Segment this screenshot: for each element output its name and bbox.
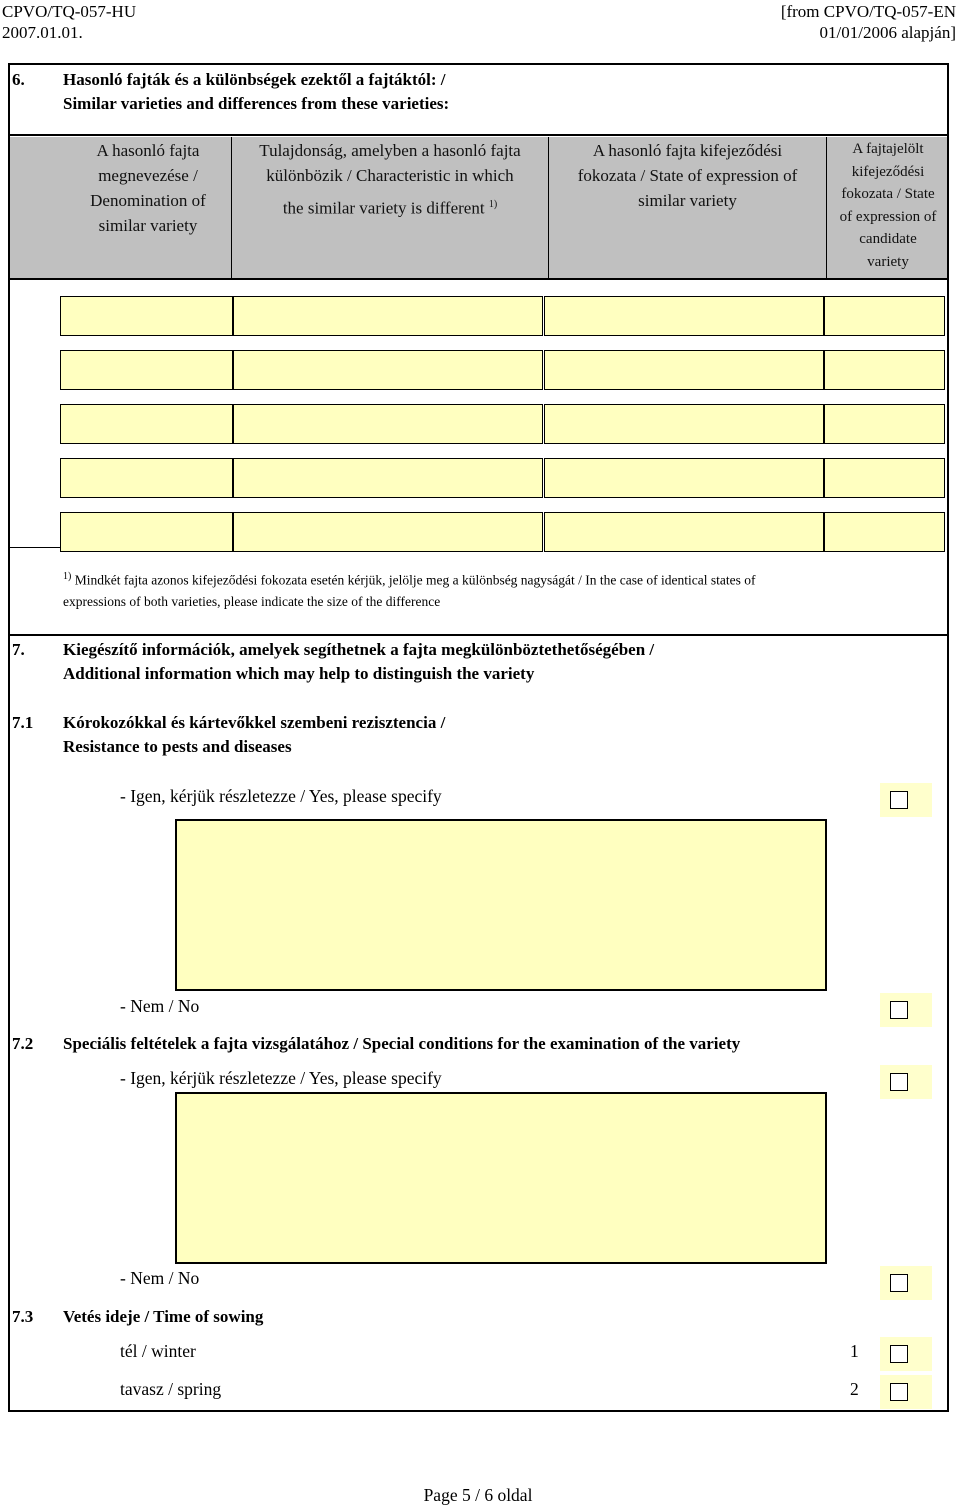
table-cell-row3-col2[interactable]	[233, 404, 543, 444]
table-cell-row1-col1[interactable]	[60, 296, 233, 336]
section7-number: 7.	[12, 640, 25, 659]
table-cell-row2-col1[interactable]	[60, 350, 233, 390]
resistance-yes-label: - Igen, kérjük részletezze / Yes, please specify	[120, 786, 442, 806]
section71-title-1: Kórokozókkal és kártevőkkel szembeni rezisztencia /	[63, 713, 446, 732]
special-conditions-no-checkbox-area	[880, 1266, 932, 1300]
section71-number: 7.1	[12, 713, 34, 732]
table-cell-row3-col3[interactable]	[544, 404, 824, 444]
sowing-winter-checkbox[interactable]	[890, 1345, 908, 1363]
section6-title-1: Hasonló fajták és a különbségek ezektől a fajtáktól: /	[63, 70, 446, 89]
form-date-right: 01/01/2006 alapján]	[819, 23, 956, 42]
table-cell-row1-col3[interactable]	[544, 296, 824, 336]
divider	[8, 634, 949, 636]
section7-title-2: Additional information which may help to distinguish the variety	[63, 664, 535, 683]
section73-title: Vetés ideje / Time of sowing	[63, 1307, 264, 1326]
divider	[8, 134, 949, 136]
resistance-no-checkbox-area	[880, 993, 932, 1027]
form-date-left: 2007.01.01.	[2, 23, 83, 42]
table-cell-row5-col2[interactable]	[233, 512, 543, 552]
table-cell-row2-col3[interactable]	[544, 350, 824, 390]
section6-title-2: Similar varieties and differences from these varieties:	[63, 94, 450, 113]
column-header-state-candidate: A fajtajelölt kifejeződési fokozata / State of expression of candidate variety	[839, 141, 937, 270]
special-conditions-no-checkbox[interactable]	[890, 1274, 908, 1292]
table-cell-row5-col4[interactable]	[824, 512, 945, 552]
sowing-winter-label: tél / winter	[120, 1341, 196, 1361]
sowing-spring-checkbox-area	[880, 1375, 932, 1409]
special-conditions-yes-checkbox[interactable]	[890, 1073, 908, 1091]
column-header-characteristic: Tulajdonság, amelyben a hasonló fajta különbözik / Characteristic in which the similar variety is different $^{1)}$	[259, 141, 521, 218]
sowing-spring-label: tavasz / spring	[120, 1379, 222, 1399]
table-cell-row4-col4[interactable]	[824, 458, 945, 498]
table-cell-row3-col1[interactable]	[60, 404, 233, 444]
resistance-yes-checkbox[interactable]	[890, 791, 908, 809]
table-cell-row2-col4[interactable]	[824, 350, 945, 390]
sowing-spring-checkbox[interactable]	[890, 1383, 908, 1401]
section73-number: 7.3	[12, 1307, 34, 1326]
form-code-left: CPVO/TQ-057-HU	[2, 2, 137, 21]
form-code-right: [from CPVO/TQ-057-EN	[780, 2, 956, 21]
column-header-state-similar: A hasonló fajta kifejeződési fokozata / State of expression of similar variety	[577, 141, 798, 210]
resistance-yes-checkbox-area	[880, 783, 932, 817]
table-cell-row4-col1[interactable]	[60, 458, 233, 498]
section72-title: Speciális feltételek a fajta vizsgálatához / Special conditions for the examination of the variety	[63, 1034, 741, 1053]
table-cell-row3-col4[interactable]	[824, 404, 945, 444]
special-conditions-yes-checkbox-area	[880, 1065, 932, 1099]
page-number: Page 5 / 6 oldal	[423, 1485, 533, 1505]
table-cell-row5-col1[interactable]	[60, 512, 233, 552]
table-cell-row1-col4[interactable]	[824, 296, 945, 336]
special-conditions-textarea[interactable]	[175, 1092, 827, 1264]
resistance-no-label: - Nem / No	[120, 996, 200, 1016]
resistance-no-checkbox[interactable]	[890, 1001, 908, 1019]
sowing-winter-checkbox-area	[880, 1337, 932, 1371]
special-conditions-no-label: - Nem / No	[120, 1268, 200, 1288]
table-cell-row4-col2[interactable]	[233, 458, 543, 498]
sowing-spring-code: 2	[850, 1379, 859, 1399]
special-conditions-yes-label: - Igen, kérjük részletezze / Yes, please specify	[120, 1068, 442, 1088]
table-cell-row4-col3[interactable]	[544, 458, 824, 498]
footnote-rule	[10, 547, 61, 548]
section7-title-1: Kiegészítő információk, amelyek segíthetnek a fajta megkülönböztethetőségében /	[63, 640, 655, 659]
table-cell-row1-col2[interactable]	[233, 296, 543, 336]
footnote: $^{1)}$ Mindkét fajta azonos kifejeződési fokozata esetén kérjük, jelölje meg a különbség nagyságát / In the case of identical states of expressions of both varieties, please indicate the size of the difference	[63, 571, 756, 609]
sowing-winter-code: 1	[850, 1341, 859, 1361]
column-header-denomination: A hasonló fajta megnevezése / Denomination of similar variety	[90, 141, 206, 235]
section6-number: 6.	[12, 70, 25, 89]
section71-title-2: Resistance to pests and diseases	[63, 737, 292, 756]
resistance-details-textarea[interactable]	[175, 819, 827, 991]
section72-number: 7.2	[12, 1034, 34, 1053]
table-cell-row5-col3[interactable]	[544, 512, 824, 552]
table-cell-row2-col2[interactable]	[233, 350, 543, 390]
